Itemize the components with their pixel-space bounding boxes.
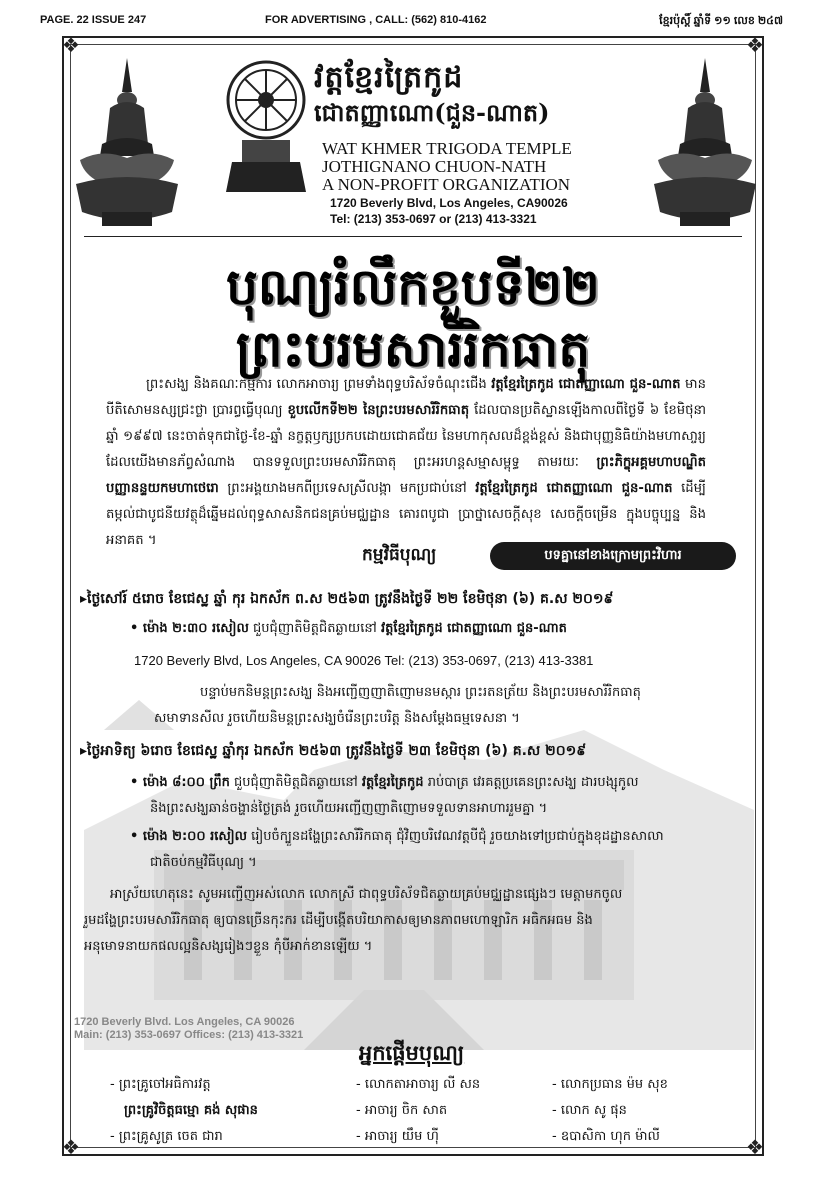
corner-ornament-icon: ❖ [62, 1135, 80, 1159]
day2-session-morning [130, 772, 638, 794]
stupa-icon [72, 52, 182, 236]
program-location-badge: បទគ្នានៅខាងក្រោមព្រះវិហារ [490, 542, 736, 570]
day2-text: រាប់បាត្រ វេរគត្តប្រគេនព្រះសង្ឃ ដារបង្សុកូល [427, 775, 639, 790]
day2-detail: និងព្រះសង្ឃឆាន់ចង្ហាន់ថ្ងៃត្រង់ រួចហើយអញ្ជើញញាតិញោមទទួលទានអាហាររួមគ្នា ។ [150, 801, 548, 816]
temple-name-khmer: វត្តខ្មែរត្រៃកូដ [314, 60, 464, 95]
advertising-call: FOR ADVERTISING , CALL: (562) 810-4162 [265, 14, 487, 26]
event-title-line1: បុណ្យរំលឹកខួបទី២២ [226, 257, 600, 316]
photo-caption-phones: Main: (213) 353-0697 Offices: (213) 413-3321 [74, 1029, 304, 1041]
day1-text: ជួបជុំញាតិមិត្តជិតឆ្ងាយនៅ [253, 621, 377, 636]
day2-detail: ជាតិចប់កម្មវិធីបុណ្យ ។ [150, 855, 257, 870]
temple-phone: Tel: (213) 353-0697 or (213) 413-3321 [330, 212, 537, 226]
corner-ornament-icon: ❖ [746, 33, 764, 57]
sponsor-name: - ព្រះគ្រូសូត្រ ចេត ជារា [110, 1129, 223, 1144]
event-title-line2: ព្រះបរមសារីរិកធាតុ [235, 319, 591, 378]
sponsor-name: - ព្រះគ្រូចៅអធិការវត្ត [110, 1077, 211, 1092]
intro-text: ព្រះសង្ឃ និងគណៈកម្មការ លោកអាចារ្យ ព្រមទាំងពុទ្ធបរិស័ទចំណុះជើង [146, 377, 487, 392]
photo-caption-address: 1720 Beverly Blvd. Los Angeles, CA 90026 [74, 1016, 295, 1028]
temple-seal-icon [222, 56, 310, 196]
day1-address: 1720 Beverly Blvd, Los Angeles, CA 90026 Tel: (213) 353-0697, (213) 413-3381 [134, 653, 594, 668]
sponsor-name: - អាចារ្យ ចិក សាត [356, 1103, 448, 1118]
intro-text: មានបីតិសោមនស្សជ្រះថ្លា ប្រារព្ធធ្វើបុណ្យ [106, 377, 706, 418]
running-header [40, 14, 783, 30]
intro-text: ដើម្បីតម្កល់ជាបូជនីយវត្ថុដ៏ឆ្នើមដល់ពុទ្ធសាសនិកជនគ្រប់មជ្ឈដ្ឋាន គោរពបូជា ប្រាថ្នាសេចក្តីសុខ សេចក្តីចម្រើន ក្នុងបច្ចុប្បន្ន និងអនាគត ។ [106, 481, 706, 548]
closing-text: អនុមោទនាយកផលល្អនិសង្សរៀងៗខ្លួន កុំបីអាក់ខានឡើយ ។ [84, 939, 373, 954]
day2-time-morning: • ម៉ោង ៨:០០ ព្រឹក [130, 775, 230, 790]
temple-address: 1720 Beverly Blvd, Los Angeles, CA90026 [330, 196, 568, 210]
intro-text: ព្រះអង្គយាងមកពីប្រទេសស្រីលង្កា មកប្រជាប់នៅ [227, 481, 467, 496]
sponsor-name: ព្រះគ្រូវិចិត្តធម្មោ គង់ សុផាន [124, 1103, 258, 1118]
day1-session [130, 618, 567, 640]
program-label: កម្មវិធីបុណ្យ [362, 545, 437, 565]
closing-text: រួមដង្ហែព្រះបរមសារីរិកធាតុ ឲ្យបានច្រើនកុះករ ដើម្បីបង្កើតបរិយាកាសឲ្យមានភាពមហោឡារិក អធិកអធម និង [84, 913, 593, 928]
photo-caption [74, 1016, 303, 1042]
publication-issue: ខ្មែរប៉ុស្ដិ៍ ឆ្នាំទី ១១ លេខ ២៤៧ [659, 15, 783, 27]
closing-text: អាស្រ័យហេតុនេះ សូមអញ្ជើញអស់លោក លោកស្រី ជាពុទ្ធបរិស័ទជិតឆ្ងាយគ្រប់មជ្ឈដ្ឋានផ្សេងៗ មេត្តាមកចូល [110, 887, 623, 902]
sponsor-name: - អាចារ្យ យឹម ហ៊ី [356, 1129, 439, 1144]
temple-name-english: WAT KHMER TRIGODA TEMPLE [322, 139, 572, 158]
day2-session-afternoon [130, 826, 664, 848]
corner-ornament-icon: ❖ [62, 33, 80, 57]
organization-type: A NON-PROFIT ORGANIZATION [322, 175, 571, 194]
day1-date: ▸ថ្ងៃសៅរ៍ ៥រោច ខែជេស្ឋ ឆ្នាំ កុរ ឯកស័ក ព.ស ២៥៦៣ ត្រូវនឹងថ្ងៃទី ២២ ខែមិថុនា (៦) គ.ស ២០១៩ [80, 591, 614, 607]
intro-text: ដែលបានប្រតិស្ឋានឡើងកាលពីថ្ងៃទី ៦ ខែមិថុនា ឆ្នាំ ១៩៩៧ នេះចាត់ទុកជាថ្ងៃ-ខែ-ឆ្នាំ នក្ខត្តឫក្សប្រកបដោយជោគជ័យ នៃមហាកុសលដ៏ខ្ពង់ខ្ពស់ និងជាបុញ្ញនិធិយ៉ាងមហាសា្ចរ្យ ដែលយើងមានភ័ព្វសំណាង បានទទួលព្រះបរមសារីរិកធាតុ ព្រះអរហន្តសម្មាសម្ពុទ្ធ តាមរយៈ [106, 403, 707, 470]
day1-detail: បន្ទាប់មកនិមន្តព្រះសង្ឃ និងអញ្ជើញញាតិញោមនមស្ការ ព្រះរតនត្រ័យ និងព្រះបរមសារីរិកធាតុ [200, 685, 641, 700]
sponsor-name: - ឧបាសិកា ហុក ម៉ាលី [552, 1129, 660, 1144]
sponsors-title: អ្នកផ្តើមបុណ្យ [358, 1041, 465, 1065]
day1-temple: វត្តខ្មែរត្រៃកូដ ជោតញ្ញាណោ ជួន-ណាត [380, 621, 567, 636]
sponsor-name: - លោកតាអាចារ្យ លី សន [356, 1077, 481, 1092]
program-header [362, 540, 738, 574]
day2-date: ▸ថ្ងៃអាទិត្យ ៦រោច ខែជេស្ឋ ឆ្នាំកុរ ឯកស័ក ២៥៦៣ ត្រូវនឹងថ្ងៃទី ២៣ ខែមិថុនា (៦) គ.ស ២០១៩ [80, 743, 587, 759]
day1-detail: សមាទានសីល រួចហើយនិមន្តព្រះសង្ឃចំរើនព្រះបរិត្ត និងសម្តែងធម្មទេសនា ។ [154, 711, 520, 726]
day2-time-afternoon: • ម៉ោង ២:០០ រសៀល [130, 829, 247, 844]
day1-time: • ម៉ោង ២:៣០ រសៀល [130, 621, 249, 636]
intro-temple-name: វត្តខ្មែរត្រៃកូដ ជោតញ្ញាណោ ជួន-ណាត [491, 377, 681, 392]
temple-subname-english: JOTHIGNANO CHUON-NATH [322, 157, 547, 176]
intro-temple-name: វត្តខ្មែរត្រៃកូដ ជោតញ្ញាណោ ជួន-ណាត [475, 481, 673, 496]
day2-text: ជួបជុំញាតិមិត្តជិតឆ្ងាយនៅ [233, 775, 358, 790]
intro-paragraph [106, 372, 706, 554]
page-issue: PAGE. 22 ISSUE 247 [40, 14, 147, 26]
intro-anniversary: ខួបលើកទី២២ នៃព្រះបរមសារីរិកធាតុ [287, 403, 470, 418]
sponsor-name: - លោក សូ ផុន [552, 1103, 627, 1118]
corner-ornament-icon: ❖ [746, 1135, 764, 1159]
day2-text: រៀបចំក្បួនដង្ហែព្រះសារីរិកធាតុ ជុំវិញបរិវេណវត្តបីជុំ រួចយាងទៅប្រជាប់ក្នុងខុដដ្ឋានសាលា [251, 829, 664, 844]
sponsor-name: - លោកប្រធាន ម៉ម សុខ [552, 1077, 668, 1092]
header-divider [84, 236, 742, 237]
day2-temple: វត្តខ្មែរត្រៃកូដ [361, 775, 424, 790]
temple-subname-khmer: ជោតញ្ញាណោ(ជួន-ណាត) [314, 98, 550, 127]
intro-monk-name: ព្រះភិក្ខុអគ្គមហាបណ្ឌិត បញ្ញានន្ទយកមហាថេរោ [106, 455, 706, 496]
